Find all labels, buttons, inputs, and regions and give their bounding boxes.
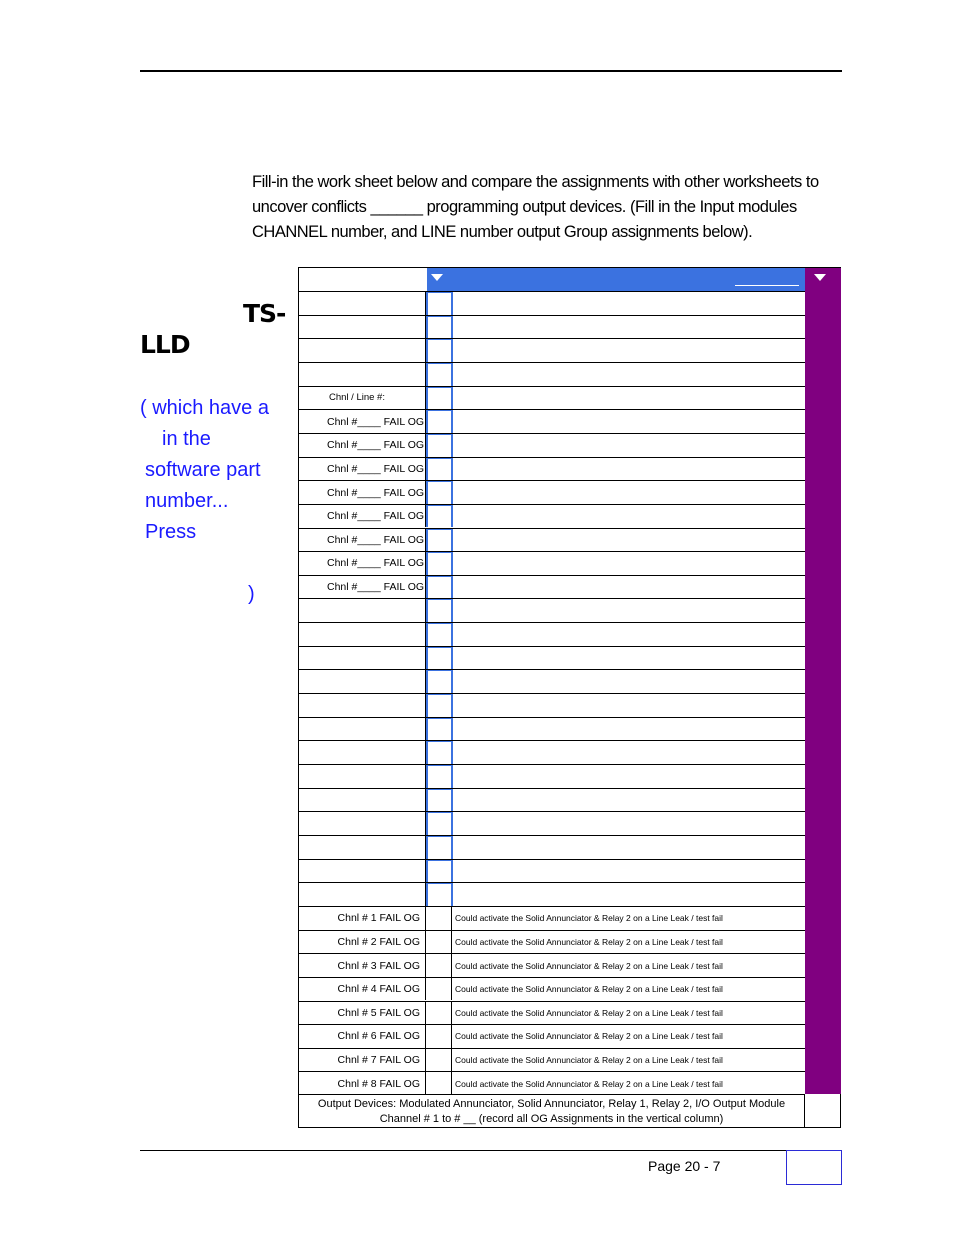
row-label bbox=[299, 694, 426, 717]
og-input-box[interactable] bbox=[426, 339, 453, 362]
table-row bbox=[299, 977, 805, 1001]
row-label: Chnl #____ FAIL OG bbox=[299, 434, 426, 457]
og-input-box[interactable] bbox=[426, 860, 453, 883]
row-label: Chnl # 6 FAIL OG bbox=[299, 1025, 426, 1048]
og-input-box[interactable] bbox=[426, 1072, 452, 1095]
og-input-box[interactable] bbox=[426, 765, 453, 788]
og-input-box[interactable] bbox=[426, 1049, 452, 1072]
intro-line-2: uncover conflicts ______ programming output devices. (Fill in the Input modules bbox=[252, 198, 797, 216]
table-row bbox=[299, 504, 805, 528]
row-label: Chnl # 1 FAIL OG bbox=[299, 907, 426, 930]
table-row bbox=[299, 669, 805, 693]
table-row bbox=[299, 882, 805, 906]
row-label bbox=[299, 316, 426, 339]
og-input-box[interactable] bbox=[426, 694, 453, 717]
row-label: Chnl / Line #: bbox=[299, 387, 426, 410]
og-input-box[interactable] bbox=[426, 978, 452, 1001]
og-input-box[interactable] bbox=[426, 741, 453, 764]
table-row bbox=[299, 291, 805, 315]
og-input-box[interactable] bbox=[426, 954, 452, 977]
og-input-box[interactable] bbox=[426, 623, 453, 646]
page-number: Page 20 - 7 bbox=[648, 1158, 721, 1174]
row-label bbox=[299, 599, 426, 622]
table-row bbox=[299, 835, 805, 859]
row-label: Chnl # 5 FAIL OG bbox=[299, 1002, 426, 1025]
sidebar-title-line-1: TS- bbox=[243, 299, 286, 328]
sidebar-note bbox=[140, 393, 280, 610]
row-label bbox=[299, 339, 426, 362]
sidebar-note-line bbox=[140, 548, 280, 579]
sidebar-note-line: Press bbox=[145, 521, 197, 543]
table-row bbox=[299, 717, 805, 741]
og-input-box[interactable] bbox=[426, 458, 453, 481]
row-label: Chnl #____ FAIL OG bbox=[299, 505, 426, 528]
table-row bbox=[299, 409, 805, 433]
row-label: Chnl # 7 FAIL OG bbox=[299, 1049, 426, 1072]
worksheet-footer bbox=[299, 1094, 805, 1128]
top-rule bbox=[140, 70, 842, 72]
sidebar-note-line: ) bbox=[248, 583, 255, 605]
row-label: Chnl # 4 FAIL OG bbox=[299, 978, 426, 1001]
row-label: Chnl #____ FAIL OG bbox=[299, 410, 426, 433]
table-row bbox=[299, 953, 805, 977]
row-label: Chnl #____ FAIL OG bbox=[299, 576, 426, 599]
sidebar-note-line: number... bbox=[145, 490, 229, 512]
og-input-box[interactable] bbox=[426, 481, 453, 504]
og-input-box[interactable] bbox=[426, 434, 453, 457]
og-input-box[interactable] bbox=[426, 836, 453, 859]
og-input-box[interactable] bbox=[426, 316, 453, 339]
row-label: Chnl #____ FAIL OG bbox=[299, 529, 426, 552]
table-row bbox=[299, 457, 805, 481]
intro-paragraph bbox=[252, 170, 832, 245]
og-input-box[interactable] bbox=[426, 552, 453, 575]
table-row bbox=[299, 764, 805, 788]
row-label bbox=[299, 812, 426, 835]
row-description: Could activate the Solid Annunciator & Relay 2 on a Line Leak / test fail bbox=[455, 1078, 723, 1089]
table-row bbox=[299, 740, 805, 764]
row-description: Could activate the Solid Annunciator & Relay 2 on a Line Leak / test fail bbox=[455, 1007, 723, 1018]
og-input-box[interactable] bbox=[426, 670, 453, 693]
row-label: Chnl #____ FAIL OG bbox=[299, 458, 426, 481]
table-row bbox=[299, 811, 805, 835]
row-label bbox=[299, 883, 426, 906]
row-description: Could activate the Solid Annunciator & Relay 2 on a Line Leak / test fail bbox=[455, 1031, 723, 1042]
intro-line-1: Fill-in the work sheet below and compare the assignments with other worksheets to bbox=[252, 173, 819, 191]
table-row bbox=[299, 1001, 805, 1025]
dropdown-arrow-icon[interactable] bbox=[814, 274, 826, 281]
og-input-box[interactable] bbox=[426, 883, 453, 906]
row-label: Chnl # 8 FAIL OG bbox=[299, 1072, 426, 1095]
og-input-box[interactable] bbox=[426, 576, 453, 599]
og-input-box[interactable] bbox=[426, 529, 453, 552]
row-label bbox=[299, 741, 426, 764]
row-label bbox=[299, 292, 426, 315]
table-row bbox=[299, 528, 805, 552]
row-description: Could activate the Solid Annunciator & Relay 2 on a Line Leak / test fail bbox=[455, 960, 723, 971]
row-description: Could activate the Solid Annunciator & Relay 2 on a Line Leak / test fail bbox=[455, 1055, 723, 1066]
og-input-box[interactable] bbox=[426, 363, 453, 386]
row-label: Chnl # 2 FAIL OG bbox=[299, 931, 426, 954]
sidebar-note-line: software part bbox=[145, 459, 261, 481]
table-row bbox=[299, 551, 805, 575]
table-row bbox=[299, 362, 805, 386]
header-underline bbox=[735, 285, 799, 286]
row-description: Could activate the Solid Annunciator & Relay 2 on a Line Leak / test fail bbox=[455, 913, 723, 924]
bottom-rule bbox=[140, 1150, 786, 1151]
sidebar-title bbox=[140, 298, 290, 360]
dropdown-arrow-icon[interactable] bbox=[431, 274, 443, 281]
table-row bbox=[299, 480, 805, 504]
row-label: Chnl #____ FAIL OG bbox=[299, 552, 426, 575]
row-label bbox=[299, 647, 426, 670]
row-label: Chnl #____ FAIL OG bbox=[299, 481, 426, 504]
intro-line-3: CHANNEL number, and LINE number output Group assignments below). bbox=[252, 223, 753, 241]
row-label bbox=[299, 860, 426, 883]
table-row bbox=[299, 575, 805, 599]
table-row bbox=[299, 788, 805, 812]
sidebar-title-line-2: LLD bbox=[140, 330, 190, 359]
table-row bbox=[299, 930, 805, 954]
table-row bbox=[299, 1071, 805, 1095]
row-description: Could activate the Solid Annunciator & Relay 2 on a Line Leak / test fail bbox=[455, 984, 723, 995]
footer-line-2: Channel # 1 to # __ (record all OG Assignments in the vertical column) bbox=[379, 1113, 724, 1125]
worksheet-header bbox=[427, 268, 805, 291]
table-row bbox=[299, 1024, 805, 1048]
table-row bbox=[299, 693, 805, 717]
row-label bbox=[299, 363, 426, 386]
og-input-box[interactable] bbox=[426, 789, 453, 812]
sidebar-note-line: in the bbox=[162, 428, 211, 450]
row-label bbox=[299, 718, 426, 741]
row-description: Could activate the Solid Annunciator & Relay 2 on a Line Leak / test fail bbox=[455, 936, 723, 947]
og-input-box[interactable] bbox=[426, 812, 453, 835]
og-input-box[interactable] bbox=[426, 387, 453, 410]
table-row bbox=[299, 906, 805, 930]
og-input-box[interactable] bbox=[426, 931, 452, 954]
table-row bbox=[299, 646, 805, 670]
table-row bbox=[299, 315, 805, 339]
table-row bbox=[299, 622, 805, 646]
row-label bbox=[299, 789, 426, 812]
row-label bbox=[299, 670, 426, 693]
og-input-box[interactable] bbox=[426, 410, 453, 433]
og-input-box[interactable] bbox=[426, 647, 453, 670]
og-input-box[interactable] bbox=[426, 1025, 452, 1048]
footer-line-1: Output Devices: Modulated Annunciator, Solid Annunciator, Relay 1, Relay 2, I/O Output Module bbox=[317, 1098, 786, 1110]
row-label: Chnl # 3 FAIL OG bbox=[299, 954, 426, 977]
table-row bbox=[299, 433, 805, 457]
og-input-box[interactable] bbox=[426, 907, 452, 930]
og-input-box[interactable] bbox=[426, 292, 453, 315]
worksheet-table bbox=[298, 267, 841, 1128]
og-input-box[interactable] bbox=[426, 1002, 452, 1025]
table-row bbox=[299, 859, 805, 883]
row-label bbox=[299, 836, 426, 859]
og-assignment-column bbox=[805, 268, 841, 1094]
table-row bbox=[299, 386, 805, 410]
table-row bbox=[299, 1048, 805, 1072]
table-row bbox=[299, 598, 805, 622]
og-input-box[interactable] bbox=[426, 505, 453, 528]
row-label bbox=[299, 623, 426, 646]
footer-box bbox=[786, 1150, 842, 1185]
sidebar-note-line: ( which have a bbox=[140, 397, 269, 419]
og-input-box[interactable] bbox=[426, 718, 453, 741]
row-label bbox=[299, 765, 426, 788]
og-input-box[interactable] bbox=[426, 599, 453, 622]
table-row bbox=[299, 338, 805, 362]
